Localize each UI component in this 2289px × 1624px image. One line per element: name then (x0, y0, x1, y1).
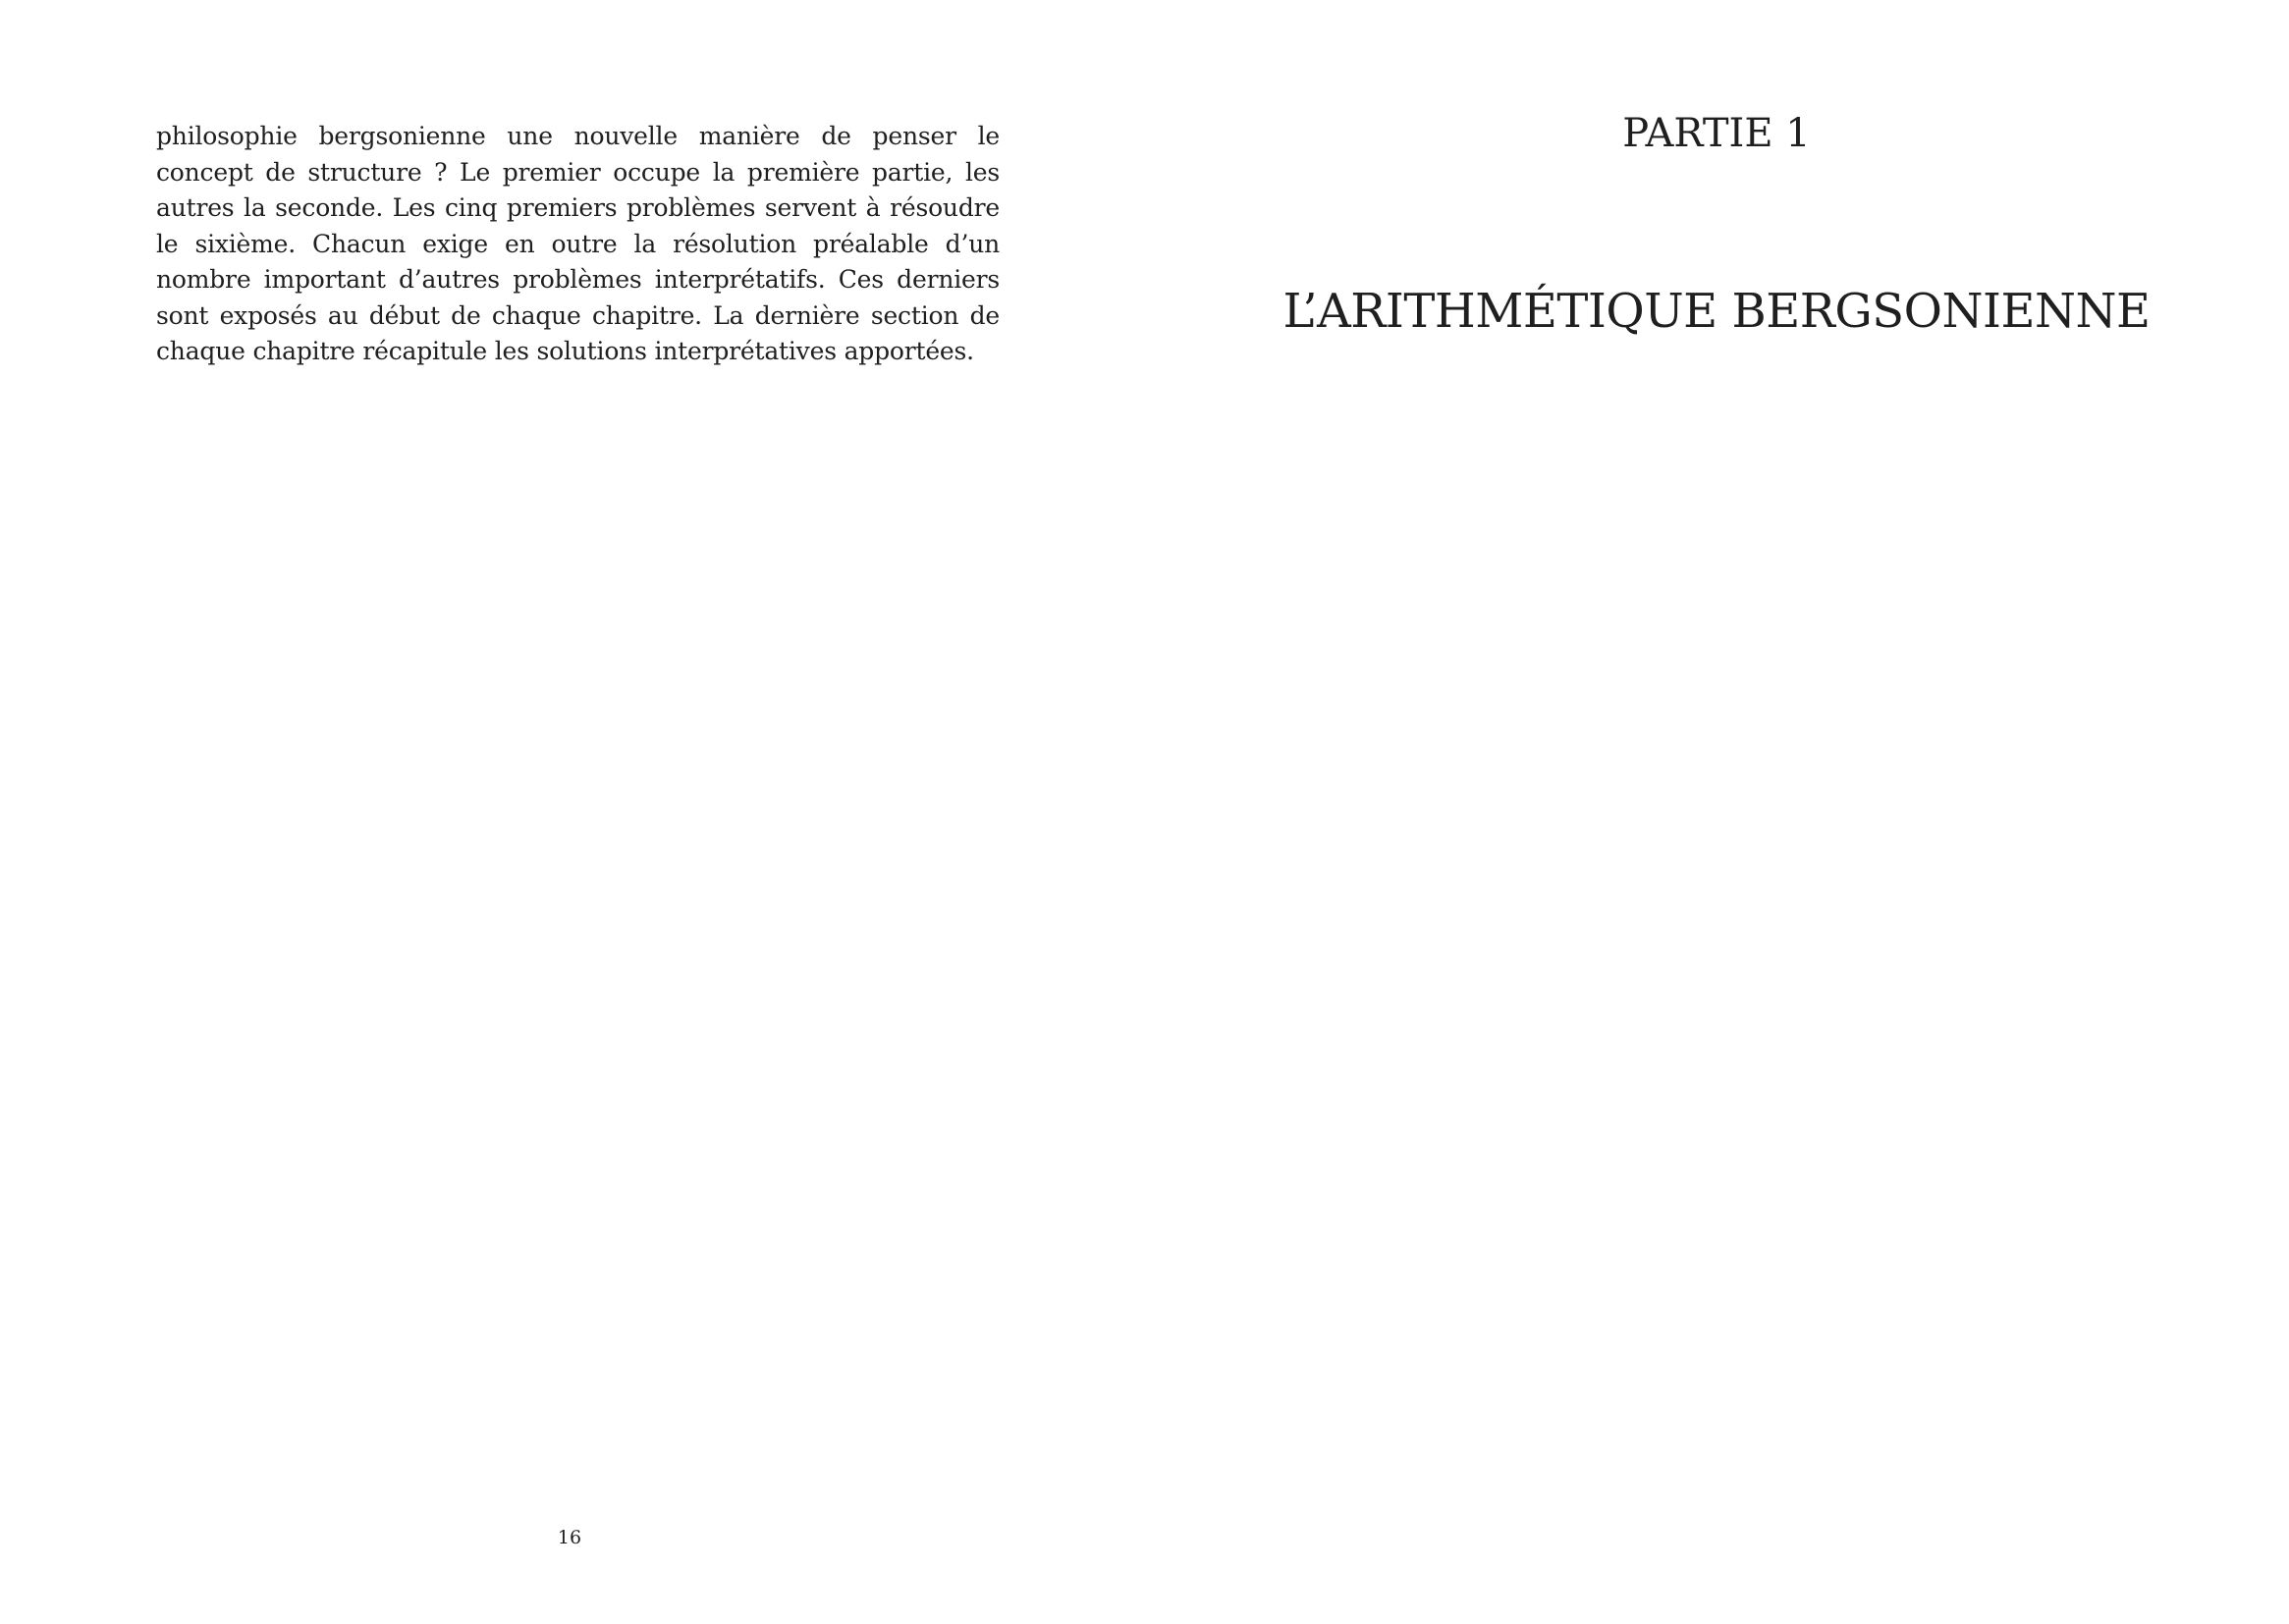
body-paragraph: philosophie bergsonienne une nouvelle manière de penser le concept de structure ? Le premier occupe la première partie, les autres la seconde. Les cinq premiers problèmes servent à résoudre le sixième. Chacun exige en outre la résolution préalable d’un nombre important d’autres problèmes interprétatifs. Ces derniers sont exposés au début de chaque chapitre. La dernière section de chaque chapitre récapitule les solutions interprétatives apportées. (156, 122, 1000, 365)
part-title: L’ARITHMÉTIQUE BERGSONIENNE (1282, 284, 2151, 339)
page-number: 16 (557, 1527, 582, 1548)
right-page (1144, 0, 2289, 1624)
part-label: PARTIE 1 (1622, 111, 1811, 156)
left-page (0, 0, 1144, 1624)
